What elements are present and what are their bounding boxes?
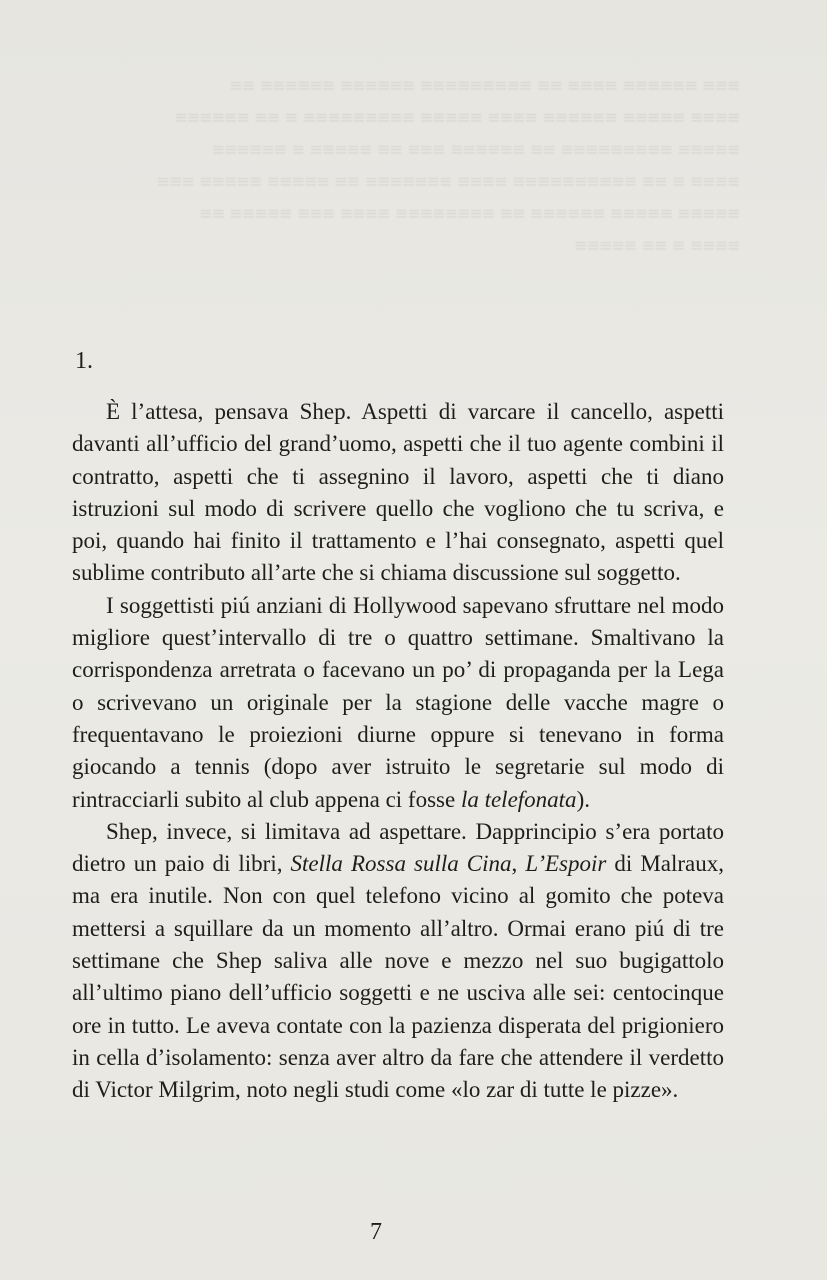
- page-number: 7: [370, 1219, 382, 1245]
- paragraph-text: ).: [576, 786, 590, 812]
- paragraph-1: [72, 396, 724, 590]
- body-text: [72, 396, 724, 1107]
- paragraph-text: di Malraux, ma era inutile. Non con quel telefono vicino al gomito che poteva mettersi a squillare da un momento all’altro. Ormai erano piú di tre settimane che Shep saliva alle nove e mezzo nel suo bugigattolo all’ultimo piano dell’ufficio soggetti e ne usciva alle sei: centocinque ore in tutto. Le aveva contate con la pazienza disperata del prigioniero in cella d’isolamento: senza aver altro da fare che attendere il verdetto di Victor Milgrim, noto negli studi come «lo zar di tutte le pizze».: [72, 851, 725, 1103]
- italic-title-text: Stella Rossa sulla Cina: [290, 851, 512, 877]
- paragraph-2: [72, 590, 724, 816]
- italic-title-text: la telefonata: [460, 786, 577, 812]
- paragraph-text: Shep, invece, si limitava ad aspettare. Dapprincipio s’era portato dietro un paio di libri,: [72, 818, 724, 877]
- paragraph-3: [72, 816, 724, 1107]
- paragraph-text: ,: [511, 851, 526, 877]
- show-through-texture: ≡≡≡ ≡≡≡≡≡≡ ≡≡≡≡ ≡≡ ≡≡≡≡≡≡≡≡≡ ≡≡≡≡≡≡ ≡≡≡≡≡≡ ≡≡ ≡≡≡≡ ≡≡≡≡≡ ≡≡≡≡≡≡ ≡≡≡≡ ≡≡≡≡≡ ≡≡≡≡≡≡≡≡≡ ≡ ≡≡ ≡≡≡≡≡≡ ≡≡≡≡≡ ≡≡≡≡≡≡≡≡≡ ≡≡ ≡≡≡≡≡≡ ≡≡≡ ≡≡ ≡≡≡≡≡ ≡ ≡≡≡≡≡≡ ≡≡≡≡ ≡ ≡≡ ≡≡≡≡≡≡≡≡≡≡ ≡≡≡≡ ≡≡≡≡≡≡≡ ≡≡ ≡≡≡≡≡ ≡≡≡≡≡ ≡≡≡ ≡≡≡≡≡ ≡≡≡≡≡ ≡≡≡≡≡≡ ≡≡ ≡≡≡≡≡≡≡≡ ≡≡≡≡ ≡≡≡ ≡≡≡≡≡ ≡≡ ≡≡≡≡ ≡ ≡≡ ≡≡≡≡≡: [156, 73, 740, 258]
- chapter-number: 1.: [75, 348, 93, 374]
- italic-title-text: L’Espoir: [525, 851, 607, 877]
- paragraph-text: È l’attesa, pensava Shep. Aspetti di varcare il cancello, aspetti davanti all’ufficio del grand’uomo, aspetti che il tuo agente combini il contratto, aspetti che ti assegnino il lavoro, aspetti che ti diano istruzioni sul modo di scrivere quello che vogliono che tu scriva, e poi, quando hai finito il trattamento e l’hai consegnato, aspetti quel sublime contributo all’arte che si chiama discussione sul soggetto.: [72, 399, 724, 586]
- paragraph-text: I soggettisti piú anziani di Hollywood sapevano sfruttare nel modo migliore quest’intervallo di tre o quattro settimane. Smaltivano la corrispondenza arretrata o facevano un po’ di propaganda per la Lega o scrivevano un originale per la stagione delle vacche magre o frequentavano le proiezioni diurne oppure si tenevano in forma giocando a tennis (dopo aver istruito le segretarie sul modo di rintracciarli subito al club appena ci fosse: [72, 592, 724, 812]
